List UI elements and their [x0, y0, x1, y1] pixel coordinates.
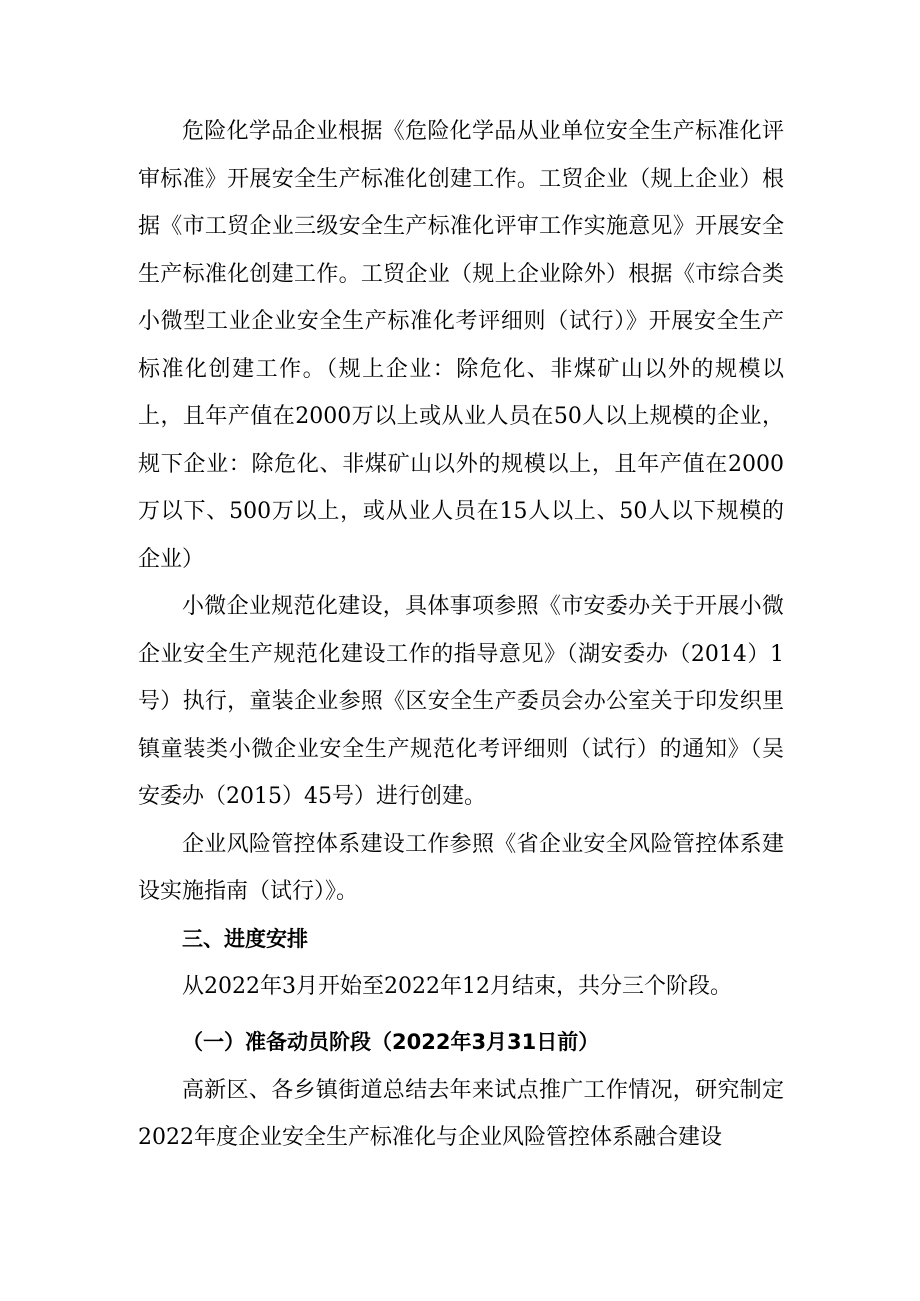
paragraph-risk-control: 企业风险管控体系建设工作参照《省企业安全风险管控体系建设实施指南（试行）》。 [138, 831, 784, 904]
section-heading: 三、进度安排 [182, 926, 308, 951]
section-intro: 从2022年3月开始至2022年12月结束，共分三个阶段。 [182, 974, 732, 999]
subsection-heading: （一）准备动员阶段（2022年3月31日前） [182, 1029, 600, 1054]
subsection-text: 高新区、各乡镇街道总结去年来试点推广工作情况，研究制定2022年度企业安全生产标准化与企业风险管控体系融合建设 [138, 1077, 784, 1150]
paragraph-small-enterprise: 小微企业规范化建设，具体事项参照《市安委办关于开展小微企业安全生产规范化建设工作的指导意见》（湖安委办（2014）1号）执行，童装企业参照《区安全生产委员会办公室关于印发织里镇童装类小微企业安全生产规范化考评细则（试行）的通知》（吴安委办（2015）45号）进行创建。 [138, 594, 784, 809]
document-page [138, 108, 784, 1162]
paragraph-standardization-basis: 危险化学品企业根据《危险化学品从业单位安全生产标准化评审标准》开展安全生产标准化创建工作。工贸企业（规上企业）根据《市工贸企业三级安全生产标准化评审工作实施意见》开展安全生产标准化创建工作。工贸企业（规上企业除外）根据《市综合类小微型工业企业安全生产标准化考评细则（试行）》开展安全生产标准化创建工作。（规上企业：除危化、非煤矿山以外的规模以上，且年产值在2000万以上或从业人员在50人以上规模的企业，规下企业：除危化、非煤矿山以外的规模以上，且年产值在2000万以下、500万以上，或从业人员在15人以上、50人以下规模的企业） [138, 119, 784, 572]
